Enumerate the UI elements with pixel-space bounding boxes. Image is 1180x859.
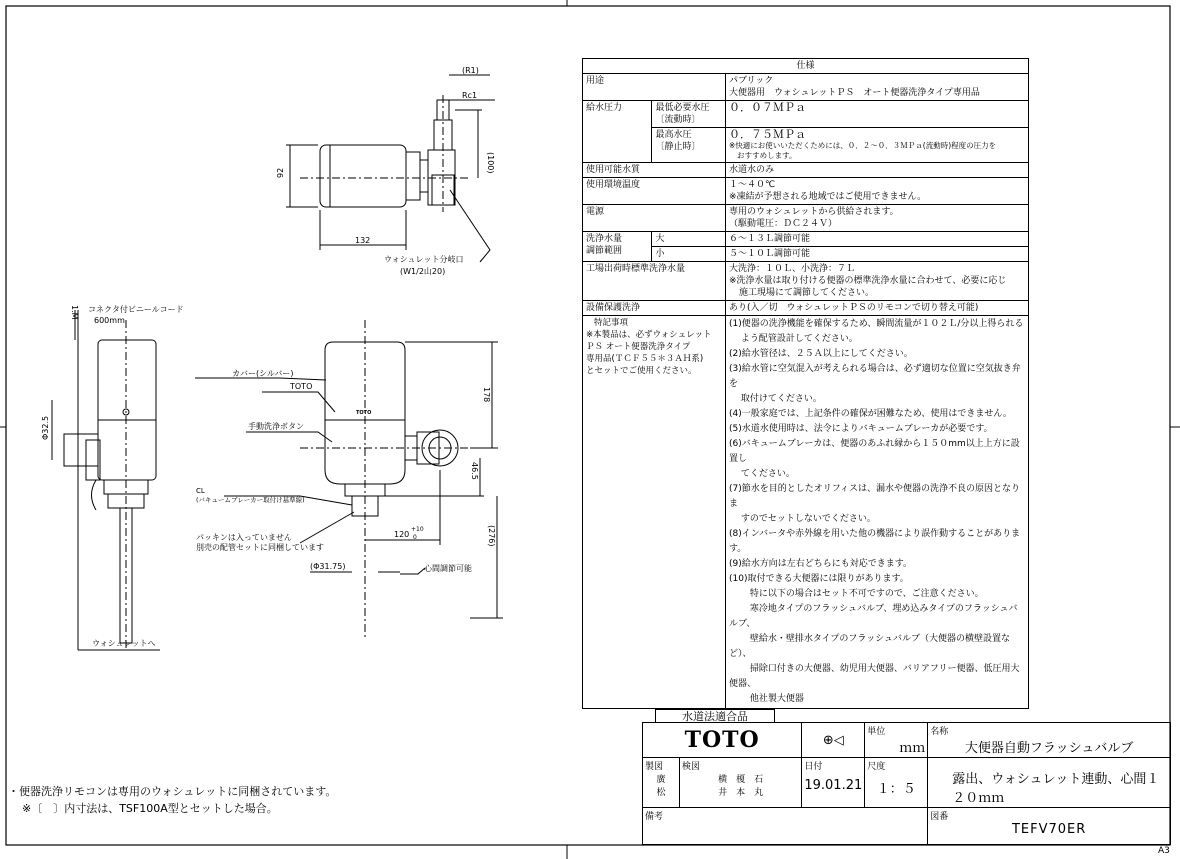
max-pressure-value-text: ０．７５ＭＰａ [729, 128, 806, 141]
cord-label: コネクタ付ビニールコード [88, 305, 184, 314]
notes-left-2: ＰＳ オート便器洗浄タイプ [586, 342, 691, 352]
dim-276: (276) [487, 525, 496, 547]
flush-large-value: ６～１３Ｌ調節可能 [726, 232, 1029, 247]
scale-label: 尺度 [867, 762, 886, 772]
notes-left-4: とセットでご使用ください。 [586, 366, 697, 376]
checked-label: 検図 [682, 762, 701, 772]
dim-rc1: Rc1 [462, 91, 478, 100]
projection-symbol: ⊕◁ [802, 723, 865, 758]
temp-value [726, 178, 1029, 205]
checked-cell [680, 758, 802, 808]
dim-92: 92 [276, 167, 285, 178]
power-value [726, 205, 1029, 232]
flush-small-value: ５～１０Ｌ調節可能 [726, 247, 1029, 262]
note-item: てください。 [729, 469, 795, 479]
flush-label-2: 調節範囲 [586, 246, 623, 256]
dim-phi31-75: (Φ31.75) [310, 562, 346, 571]
drawing-no-cell [928, 808, 1171, 845]
flush-label-1: 洗浄水量 [586, 234, 623, 244]
dim-r1: (R1) [462, 66, 479, 75]
date-label: 日付 [804, 762, 823, 772]
max-pressure-label-1: 最高水圧 [655, 130, 692, 140]
footnote-2: ※〔 〕内寸法は、TSF100A型とセットした場合。 [22, 802, 278, 815]
compliance-stamp: 水道法適合品 [655, 709, 775, 723]
packing-note-2: 別売の配管セットに同梱しています [196, 543, 324, 552]
cl-note: (バキュームブレーカー取付け基準線) [196, 496, 305, 504]
flush-large-label: 大 [652, 232, 726, 247]
max-pressure-note-1: ※快適にお使いいただくためには、０．２～０．３ＭＰａ(流動時)程度の圧力を [729, 141, 997, 150]
dim-phi32-5: Φ32.5 [41, 415, 50, 440]
note-item: (10)取付できる大便器には限りがあります。 [729, 574, 909, 584]
factory-value-text: 大洗浄：１０Ｌ、小洗浄：７Ｌ [729, 264, 856, 274]
usage-value-2: 大便器用 ウォシュレットＰＳ オート便器洗浄タイプ専用品 [729, 88, 980, 98]
toto-logo: TOTO [684, 727, 760, 753]
drawn-cell [643, 758, 680, 808]
max-pressure-label [652, 128, 726, 163]
note-item: 掃除口付きの大便器、幼児用大便器、バリアフリー便器、低圧用大便器、 [729, 664, 1020, 689]
top-view [286, 75, 495, 262]
dim-132: 132 [355, 236, 371, 245]
notes-left-1: ※本製品は、必ずウォシュレット [586, 330, 712, 340]
min-pressure-value: ０．０７ＭＰａ [726, 101, 1029, 128]
cover-label: カバー(シルバー) [232, 369, 294, 378]
notes-items [726, 316, 1029, 709]
footnote-1: ・便器洗浄リモコンは専用のウォシュレットに同梱されています。 [8, 785, 337, 798]
description-2: ２０ｍｍ [952, 791, 1005, 806]
drawn-name-2: 松 [656, 788, 666, 798]
temp-note: ※凍結が予想される地域ではご使用できません。 [729, 192, 927, 202]
drawing-no-label: 図番 [930, 812, 949, 822]
spec-title: 仕様 [583, 59, 1029, 74]
usage-value [726, 74, 1029, 101]
dim-tolerance-zero: 0 [413, 534, 417, 541]
date-value: 19.01.21 [804, 778, 863, 793]
name-value: 大便器自動フラッシュバルブ [964, 741, 1134, 756]
front-view [195, 320, 503, 640]
note-item: 寒冷地タイプのフラッシュバルブ、埋め込みタイプのフラッシュバルブ、 [729, 604, 1018, 629]
max-pressure-note-2: おすすめします。 [737, 151, 797, 160]
unit-label: 単位 [867, 727, 886, 737]
name-cell [928, 723, 1171, 758]
temp-value-text: １～４０℃ [729, 180, 776, 190]
min-pressure-label-1: 最低必要水圧 [655, 103, 710, 113]
usage-label: 用途 [583, 74, 726, 101]
notes-label: 特記事項 [594, 318, 629, 328]
unit-value: ｍｍ [899, 741, 926, 756]
drawn-name-1: 廣 [656, 775, 666, 785]
cl-label: CL [196, 487, 205, 495]
dim-120: 120 [394, 530, 410, 539]
water-quality-value: 水道水のみ [726, 163, 1029, 178]
side-view [52, 310, 160, 650]
protect-label: 設備保護洗浄 [583, 301, 726, 316]
dim-100: (100) [486, 152, 495, 174]
note-item: (4)一般家庭では、上記条件の確保が困難なため、使用はできません。 [729, 409, 1012, 419]
remarks-cell [643, 808, 928, 845]
notes-left-3: 専用品(ＴＣＦ５５＊３ＡＨ系) [586, 354, 704, 364]
note-item: 取付けてください。 [729, 394, 822, 404]
note-item: よう配管設計してください。 [729, 334, 858, 344]
spec-table [582, 58, 1029, 709]
pressure-label: 給水圧力 [583, 101, 652, 163]
name-label: 名称 [930, 727, 949, 737]
note-item: (1)便器の洗浄機能を確保するため、瞬間流量が１０２Ｌ/分以上得られる [729, 319, 1024, 329]
factory-label: 工場出荷時標準洗浄水量 [583, 262, 726, 301]
note-item: (7)節水を目的としたオリフィスは、漏水や便器の洗浄不良の原因となりま [729, 484, 1021, 509]
cord-length: 600mm [94, 316, 125, 325]
factory-value [726, 262, 1029, 301]
dim-178: 178 [482, 387, 491, 403]
cord-dim: 1.M [70, 305, 79, 320]
sheet-size: A3 [1158, 846, 1170, 856]
max-pressure-label-2: 〔静止時〕 [655, 142, 701, 152]
logo-cell [643, 723, 802, 758]
usage-value-1: パブリック [729, 76, 774, 86]
packing-note-1: パッキンは入っていません [196, 533, 292, 542]
flush-label [583, 232, 652, 262]
drawing-no-value: TEFV70ER [1011, 822, 1087, 837]
outlet-label: ウォシュレット分岐口 [384, 255, 464, 264]
max-pressure-value [726, 128, 1029, 163]
checked-names-2: 井 本 丸 [718, 788, 764, 798]
note-item: (8)インバータや赤外線を用いた他の機器により誤作動することがあります。 [729, 529, 1021, 554]
temp-label: 使用環境温度 [583, 178, 726, 205]
unit-cell [865, 723, 928, 758]
min-pressure-label-2: 〔流動時〕 [655, 115, 701, 125]
factory-note-1: ※洗浄水量は取り付ける便器の標準洗浄水量に合わせて、必要に応じ [729, 276, 1007, 286]
scale-value: １：５ [876, 782, 916, 797]
footnotes [8, 783, 336, 817]
outlet-thread: (W1/2山20) [400, 267, 446, 276]
note-item: (9)給水方向は左右どちらにも対応できます。 [729, 559, 913, 569]
center-adjust-label: 心間調節可能 [424, 564, 472, 573]
description-1: 露出、ウォシュレット連動、心間１ [952, 772, 1160, 787]
title-block [642, 722, 1171, 845]
note-item: 特に以下の場合はセット不可ですので、ご注意ください。 [729, 589, 984, 599]
note-item: (2)給水管径は、２５Ａ以上にしてください。 [729, 349, 913, 359]
remarks-label: 備考 [645, 812, 664, 822]
power-value-2: （駆動電圧：ＤＣ２４Ｖ） [729, 219, 838, 229]
power-value-1: 専用のウォシュレットから供給されます。 [729, 207, 899, 217]
water-quality-label: 使用可能水質 [583, 163, 726, 178]
drawn-label: 製図 [645, 762, 664, 772]
min-pressure-label [652, 101, 726, 128]
protect-value: あり(入／切 ウォシュレットＰＳのリモコンで切り替え可能) [726, 301, 1029, 316]
description-cell [928, 758, 1171, 808]
dim-tolerance-plus: +10 [411, 526, 424, 533]
scale-cell [865, 758, 928, 808]
to-washlet-label: ウォシュレットへ [92, 639, 156, 648]
note-item: (3)給水管に空気混入が考えられる場合は、必ず適切な位置に空気抜き弁を [729, 364, 1021, 389]
toto-mark: TOTO [356, 410, 372, 416]
date-cell [802, 758, 865, 808]
power-label: 電源 [583, 205, 726, 232]
toto-label: TOTO [290, 382, 313, 391]
dim-46-5: 46.5 [470, 462, 479, 480]
factory-note-2: 施工現場にて調節してください。 [739, 288, 875, 298]
note-item: 壁給水・壁排水タイプのフラッシュバルブ（大便器の横壁設置など）、 [729, 634, 1011, 659]
flush-small-label: 小 [652, 247, 726, 262]
notes-label-cell [583, 316, 726, 709]
note-item: (6)バキュームブレーカは、便器のあふれ縁から１５０mm以上上方に設置し [729, 439, 1020, 464]
note-item: (5)水道水使用時は、法令によりバキュームブレーカが必要です。 [729, 424, 993, 434]
note-item: すのでセットしないでください。 [729, 514, 876, 524]
manual-button-label: 手動洗浄ボタン [248, 422, 304, 431]
note-item: 他社製大便器 [729, 694, 804, 704]
checked-names-1: 横 榎 石 [718, 775, 764, 785]
